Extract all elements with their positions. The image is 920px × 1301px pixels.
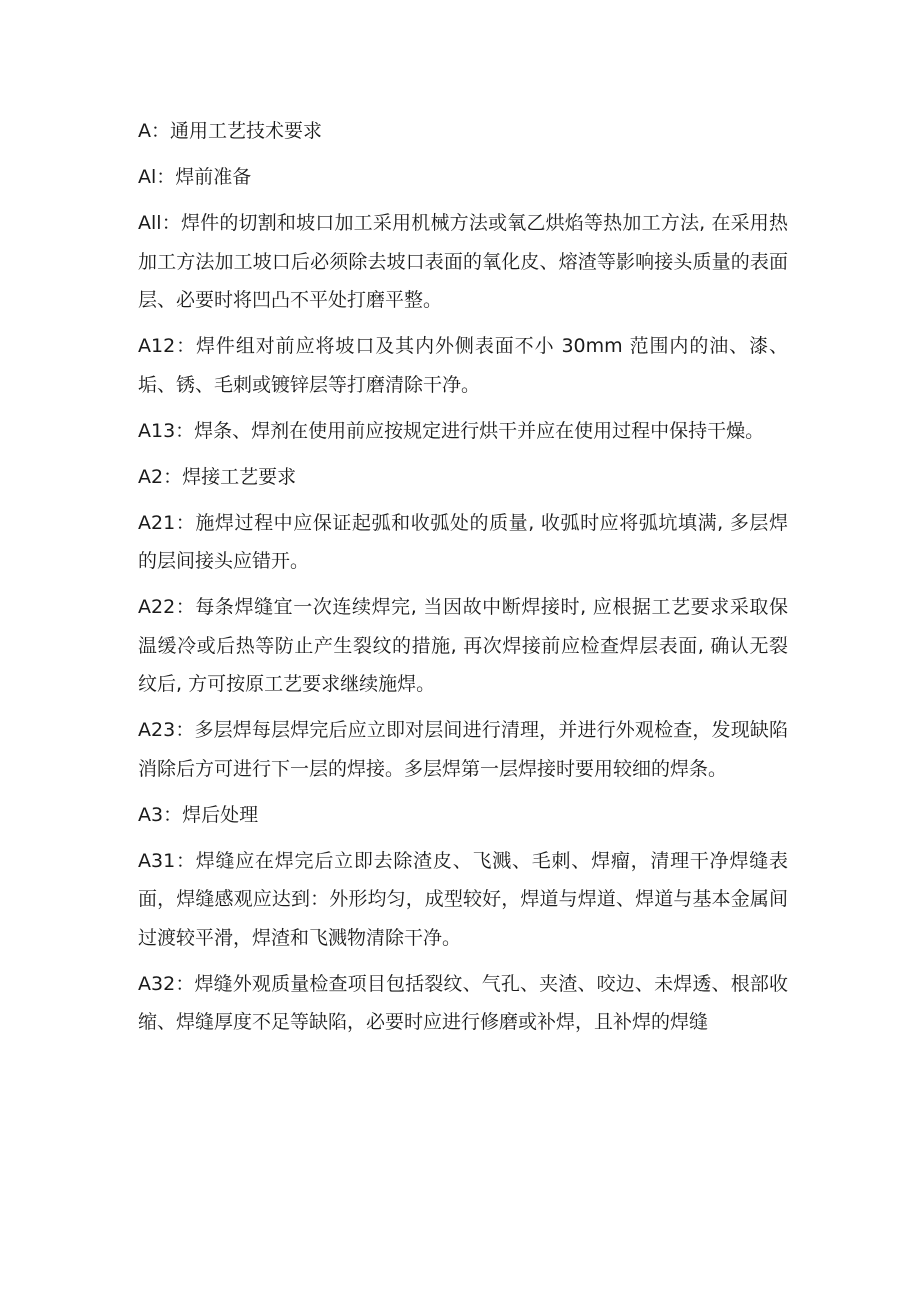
paragraph-a21: A21：施焊过程中应保证起弧和收弧处的质量, 收弧时应将弧坑填满, 多层焊的层间接头应错开。 bbox=[138, 511, 788, 572]
heading-pre-weld-preparation: Al：焊前准备 bbox=[138, 166, 252, 188]
paragraph-a22: A22：每条焊缝宜一次连续焊完, 当因故中断焊接时, 应根据工艺要求采取保温缓冷或后热等防止产生裂纹的措施, 再次焊接前应检查焊层表面, 确认无裂纹后, 方可按原工艺要求继续施焊。 bbox=[138, 596, 788, 695]
paragraph-a31: A31：焊缝应在焊完后立即去除渣皮、飞溅、毛刺、焊瘤，清理干净焊缝表面，焊缝感观应达到：外形均匀，成型较好，焊道与焊道、焊道与基本金属间过渡较平滑，焊渣和飞溅物清除干净。 bbox=[138, 849, 788, 949]
paragraph-a13: A13：焊条、焊剂在使用前应按规定进行烘干并应在使用过程中保持干燥。 bbox=[138, 419, 765, 442]
paragraph-a11: All：焊件的切割和坡口加工采用机械方法或氧乙烘焰等热加工方法, 在采用热加工方法加工坡口后必须除去坡口表面的氧化皮、熔渣等影响接头质量的表面层、必要时将凹凸不平处打磨平整。 bbox=[138, 212, 788, 311]
document-body bbox=[138, 112, 788, 1049]
paragraph-a12: A12：焊件组对前应将坡口及其内外侧表面不小 30mm 范围内的油、漆、垢、锈、毛刺或镀锌层等打磨清除干净。 bbox=[138, 335, 788, 396]
paragraph-a32: A32：焊缝外观质量检查项目包括裂纹、气孔、夹渣、咬边、未焊透、根部收缩、焊缝厚度不足等缺陷，必要时应进行修磨或补焊，且补焊的焊缝 bbox=[138, 972, 788, 1033]
paragraph-a23: A23：多层焊每层焊完后应立即对层间进行清理，并进行外观检查，发现缺陷消除后方可进行下一层的焊接。多层焊第一层焊接时要用较细的焊条。 bbox=[138, 719, 788, 780]
heading-welding-process: A2：焊接工艺要求 bbox=[138, 465, 297, 488]
heading-post-weld-treatment: A3：焊后处理 bbox=[138, 803, 259, 826]
heading-general-requirements: A：通用工艺技术要求 bbox=[138, 120, 322, 142]
